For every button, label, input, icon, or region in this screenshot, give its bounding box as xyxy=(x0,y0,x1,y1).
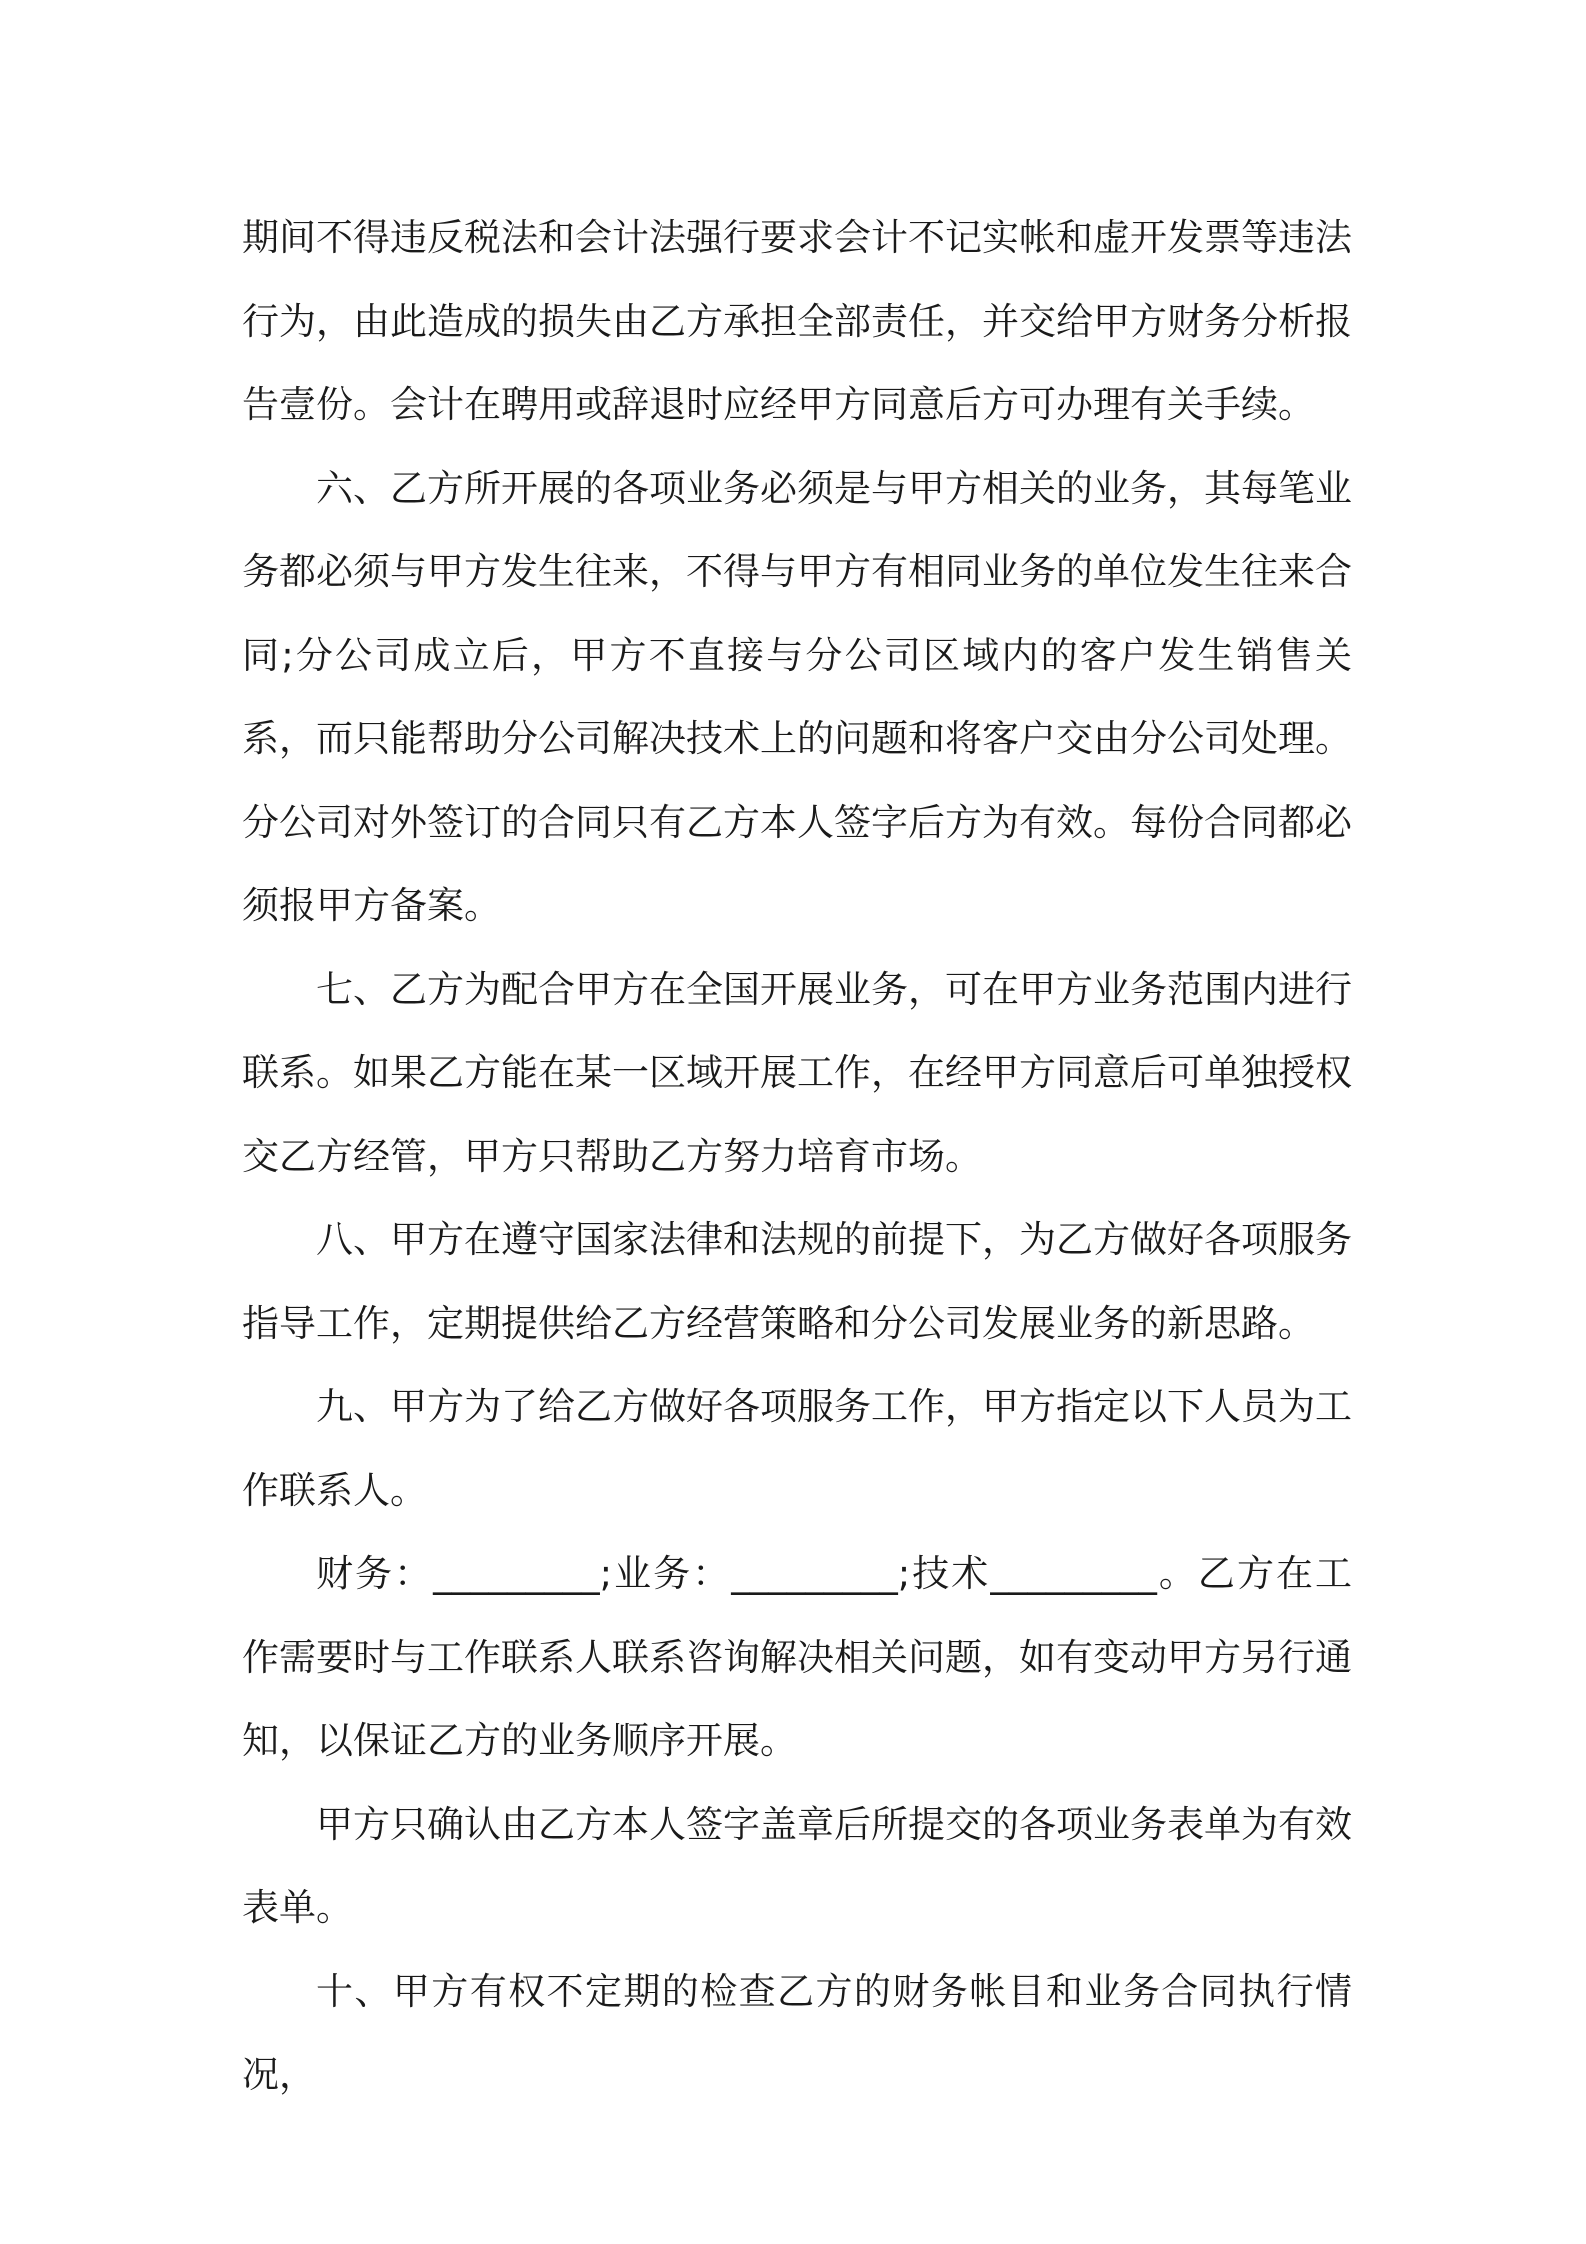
paragraph-clause-6: 六、乙方所开展的各项业务必须是与甲方相关的业务，其每笔业务都必须与甲方发生往来，不得与甲方有相同业务的单位发生往来合同;分公司成立后，甲方不直接与分公司区域内的客户发生销售关系，而只能帮助分公司解决技术上的问题和将客户交由分公司处理。分公司对外签订的合同只有乙方本人签字后方为有效。每份合同都必须报甲方备案。 xyxy=(242,466,1352,927)
document-body xyxy=(242,196,1352,2117)
paragraph-continuation: 期间不得违反税法和会计法强行要求会计不记实帐和虚开发票等违法行为，由此造成的损失由乙方承担全部责任，并交给甲方财务分析报告壹份。会计在聘用或辞退时应经甲方同意后方可办理有关手续。 xyxy=(242,216,1352,426)
finance-label: 财务： xyxy=(316,1552,434,1595)
tech-blank: _________ xyxy=(990,1552,1157,1595)
paragraph-clause-8: 八、甲方在遵守国家法律和法规的前提下，为乙方做好各项服务指导工作，定期提供给乙方经营策略和分公司发展业务的新思路。 xyxy=(242,1218,1352,1345)
business-label: ;业务： xyxy=(599,1552,732,1595)
paragraph-clause-9: 九、甲方为了给乙方做好各项服务工作，甲方指定以下人员为工作联系人。 xyxy=(242,1385,1352,1512)
finance-blank: _________ xyxy=(433,1552,600,1595)
tech-label: ;技术 xyxy=(897,1552,991,1595)
paragraph-clause-10: 十、甲方有权不定期的检查乙方的财务帐目和业务合同执行情况， xyxy=(242,1969,1352,2096)
paragraph-clause-7: 七、乙方为配合甲方在全国开展业务，可在甲方业务范围内进行联系。如果乙方能在某一区域开展工作，在经甲方同意后可单独授权交乙方经管，甲方只帮助乙方努力培育市场。 xyxy=(242,967,1352,1178)
paragraph-confirmation: 甲方只确认由乙方本人签字盖章后所提交的各项业务表单为有效表单。 xyxy=(242,1802,1352,1929)
business-blank: _________ xyxy=(731,1552,898,1595)
paragraph-contacts xyxy=(242,1532,1352,1783)
contacts-tail: 。乙方在工作需要时与工作联系人联系咨询解决相关问题，如有变动甲方另行通知，以保证乙方的业务顺序开展。 xyxy=(242,1552,1353,1762)
